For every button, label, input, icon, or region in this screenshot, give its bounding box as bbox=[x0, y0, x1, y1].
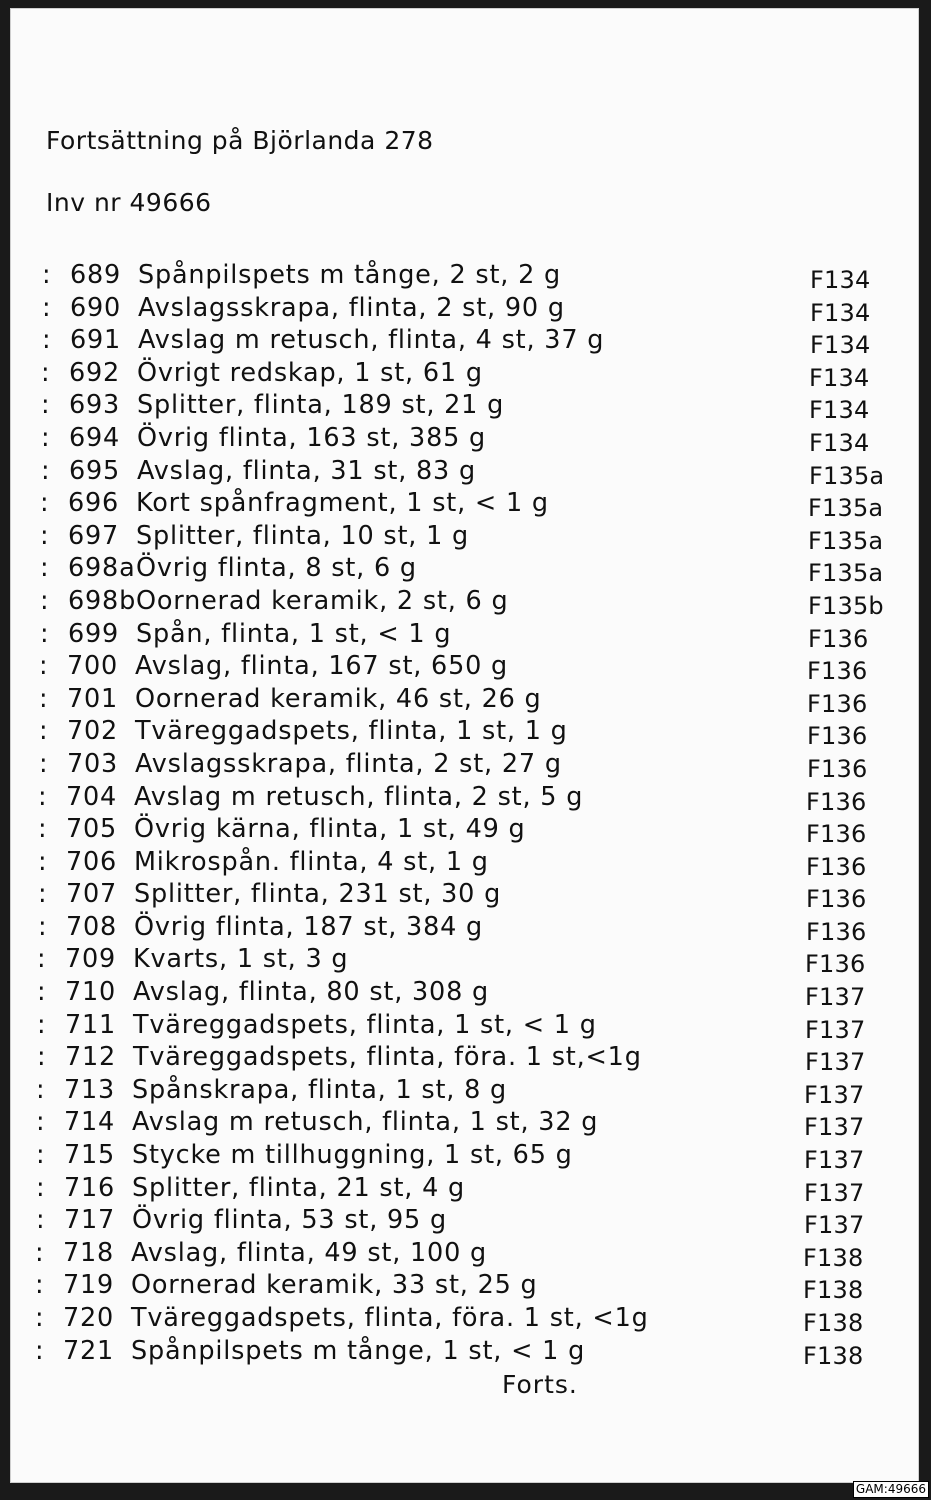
list-item bbox=[4, 1107, 919, 1140]
item-description: Splitter, flinta, 21 st, 4 g bbox=[132, 1172, 466, 1203]
list-item bbox=[10, 293, 919, 326]
item-number: 707 bbox=[66, 879, 118, 910]
item-description: Övrig flinta, 53 st, 95 g bbox=[132, 1205, 447, 1236]
find-code: F137 bbox=[804, 1080, 865, 1109]
item-number: 690 bbox=[70, 292, 122, 323]
list-item bbox=[5, 1010, 919, 1043]
item-description: Oornerad keramik, 33 st, 25 g bbox=[131, 1270, 538, 1301]
item-description: Kvarts, 1 st, 3 g bbox=[133, 944, 349, 975]
item-number: 699 bbox=[68, 618, 120, 649]
find-code: F136 bbox=[806, 820, 867, 849]
find-code: F134 bbox=[810, 331, 871, 360]
list-item bbox=[6, 879, 919, 912]
item-description: Avslag m retusch, flinta, 4 st, 37 g bbox=[138, 325, 605, 356]
list-item bbox=[10, 260, 919, 293]
item-number: 716 bbox=[64, 1172, 116, 1203]
item-separator: : bbox=[36, 1205, 46, 1236]
item-separator: : bbox=[39, 651, 49, 682]
item-separator: : bbox=[41, 390, 51, 421]
item-number: 718 bbox=[63, 1237, 115, 1268]
item-separator: : bbox=[37, 977, 47, 1008]
find-code: F136 bbox=[807, 657, 868, 686]
item-separator: : bbox=[38, 814, 48, 845]
find-code: F136 bbox=[807, 754, 868, 783]
item-separator: : bbox=[39, 716, 49, 747]
item-number: 714 bbox=[64, 1107, 116, 1138]
list-item bbox=[4, 1140, 919, 1173]
list-item bbox=[3, 1336, 919, 1369]
item-description: Övrigt redskap, 1 st, 61 g bbox=[137, 357, 483, 388]
item-separator: : bbox=[40, 488, 50, 519]
item-separator: : bbox=[41, 357, 51, 388]
item-separator: : bbox=[35, 1237, 45, 1268]
item-number: 697 bbox=[68, 520, 120, 551]
find-code: F135a bbox=[808, 494, 884, 523]
list-item bbox=[7, 749, 919, 782]
item-number: 715 bbox=[64, 1140, 116, 1171]
item-number: 713 bbox=[64, 1074, 116, 1105]
find-code: F136 bbox=[806, 885, 867, 914]
item-separator: : bbox=[35, 1335, 45, 1366]
item-number: 717 bbox=[64, 1205, 116, 1236]
item-description: Splitter, flinta, 231 st, 30 g bbox=[134, 879, 502, 910]
item-number: 696 bbox=[68, 488, 120, 519]
item-description: Avslag m retusch, flinta, 2 st, 5 g bbox=[134, 781, 584, 812]
find-code: F137 bbox=[804, 1178, 865, 1207]
item-separator: : bbox=[40, 553, 50, 584]
item-number: 693 bbox=[69, 390, 121, 421]
item-number: 704 bbox=[66, 781, 118, 812]
find-code: F134 bbox=[809, 363, 870, 392]
page-title: Fortsättning på Björlanda 278 bbox=[46, 126, 434, 155]
find-code: F137 bbox=[804, 1211, 865, 1240]
item-description: Tväreggadspets, flinta, föra. 1 st, <1g bbox=[131, 1303, 649, 1333]
item-number: 698a bbox=[68, 553, 136, 584]
item-description: Avslagsskrapa, flinta, 2 st, 27 g bbox=[135, 748, 562, 779]
item-description: Stycke m tillhuggning, 1 st, 65 g bbox=[132, 1140, 573, 1171]
find-code: F137 bbox=[805, 1015, 866, 1044]
item-description: Mikrospån. flinta, 4 st, 1 g bbox=[134, 846, 489, 877]
item-separator: : bbox=[35, 1270, 45, 1301]
find-code: F136 bbox=[807, 689, 868, 718]
find-code: F135b bbox=[808, 591, 884, 620]
list-item bbox=[6, 814, 919, 847]
list-item bbox=[5, 977, 919, 1010]
item-description: Övrig flinta, 8 st, 6 g bbox=[136, 553, 417, 584]
find-code: F134 bbox=[810, 266, 871, 294]
item-number: 702 bbox=[67, 716, 119, 747]
find-code: F134 bbox=[810, 298, 871, 327]
item-description: Splitter, flinta, 10 st, 1 g bbox=[136, 520, 470, 551]
item-separator: : bbox=[42, 325, 52, 356]
item-number: 710 bbox=[65, 977, 117, 1008]
find-code: F136 bbox=[806, 787, 867, 816]
item-number: 705 bbox=[66, 814, 118, 845]
list-item bbox=[7, 716, 919, 749]
item-description: Oornerad keramik, 2 st, 6 g bbox=[136, 585, 509, 616]
item-description: Avslag, flinta, 167 st, 650 g bbox=[135, 651, 509, 682]
item-number: 708 bbox=[66, 911, 118, 942]
find-code: F138 bbox=[803, 1341, 864, 1370]
item-separator: : bbox=[36, 1074, 46, 1105]
item-description: Spånpilspets m tånge, 2 st, 2 g bbox=[138, 260, 562, 290]
item-number: 694 bbox=[69, 422, 121, 453]
list-item bbox=[7, 684, 919, 717]
list-item bbox=[6, 782, 919, 815]
item-number: 691 bbox=[70, 325, 122, 356]
list-item bbox=[8, 619, 919, 652]
item-list bbox=[10, 260, 919, 1368]
list-item bbox=[3, 1238, 919, 1271]
item-separator: : bbox=[38, 846, 48, 877]
item-separator: : bbox=[42, 292, 52, 323]
find-code: F136 bbox=[806, 917, 867, 946]
item-description: Kort spånfragment, 1 st, < 1 g bbox=[136, 488, 549, 519]
item-separator: : bbox=[37, 1042, 47, 1073]
item-separator: : bbox=[39, 683, 49, 714]
list-item bbox=[4, 1173, 919, 1206]
item-separator: : bbox=[39, 748, 49, 779]
item-number: 695 bbox=[69, 455, 121, 486]
item-number: 701 bbox=[67, 683, 119, 714]
item-number: 719 bbox=[63, 1270, 115, 1301]
list-item bbox=[8, 553, 919, 586]
item-description: Tväreggadspets, flinta, 1 st, < 1 g bbox=[133, 1009, 597, 1040]
find-code: F135a bbox=[808, 526, 884, 555]
item-number: 709 bbox=[65, 944, 117, 975]
item-separator: : bbox=[40, 520, 50, 551]
item-description: Spånpilspets m tånge, 1 st, < 1 g bbox=[131, 1335, 586, 1366]
find-code: F134 bbox=[809, 428, 870, 457]
item-separator: : bbox=[40, 585, 50, 616]
item-number: 703 bbox=[67, 748, 119, 779]
find-code: F136 bbox=[805, 950, 866, 979]
item-description: Tväreggadspets, flinta, 1 st, 1 g bbox=[135, 716, 568, 747]
item-separator: : bbox=[42, 260, 52, 290]
item-description: Spånskrapa, flinta, 1 st, 8 g bbox=[132, 1074, 508, 1105]
item-separator: : bbox=[37, 944, 47, 975]
item-description: Spån, flinta, 1 st, < 1 g bbox=[136, 618, 452, 649]
list-item bbox=[5, 1042, 919, 1075]
item-separator: : bbox=[40, 618, 50, 649]
item-description: Tväreggadspets, flinta, föra. 1 st,<1g bbox=[133, 1042, 642, 1073]
item-separator: : bbox=[36, 1172, 46, 1203]
find-code: F137 bbox=[805, 983, 866, 1012]
find-code: F138 bbox=[803, 1243, 864, 1272]
inventory-number: Inv nr 49666 bbox=[46, 188, 212, 217]
item-separator: : bbox=[41, 422, 51, 453]
item-number: 698b bbox=[68, 585, 137, 616]
find-code: F137 bbox=[805, 1048, 866, 1077]
item-description: Avslagsskrapa, flinta, 2 st, 90 g bbox=[138, 292, 565, 323]
list-item bbox=[8, 488, 919, 521]
list-item bbox=[10, 325, 919, 358]
item-number: 700 bbox=[67, 651, 119, 682]
list-item bbox=[5, 944, 919, 977]
list-item bbox=[9, 358, 919, 391]
item-number: 721 bbox=[63, 1335, 115, 1366]
find-code: F135a bbox=[808, 559, 884, 588]
catalog-card bbox=[10, 8, 919, 1483]
item-description: Oornerad keramik, 46 st, 26 g bbox=[135, 683, 542, 714]
find-code: F137 bbox=[804, 1146, 865, 1175]
item-number: 720 bbox=[63, 1303, 115, 1333]
item-separator: : bbox=[35, 1303, 45, 1333]
list-item bbox=[9, 423, 919, 456]
item-separator: : bbox=[38, 879, 48, 910]
find-code: F138 bbox=[803, 1309, 864, 1337]
find-code: F136 bbox=[806, 852, 867, 881]
item-description: Avslag, flinta, 31 st, 83 g bbox=[137, 455, 476, 486]
find-code: F138 bbox=[803, 1276, 864, 1305]
item-number: 712 bbox=[65, 1042, 117, 1073]
item-description: Övrig flinta, 163 st, 385 g bbox=[137, 422, 487, 453]
item-separator: : bbox=[36, 1107, 46, 1138]
find-code: F136 bbox=[807, 722, 868, 751]
item-separator: : bbox=[38, 911, 48, 942]
item-number: 692 bbox=[69, 357, 121, 388]
list-item bbox=[4, 1075, 919, 1108]
item-description: Avslag, flinta, 80 st, 308 g bbox=[133, 977, 489, 1008]
item-description: Övrig flinta, 187 st, 384 g bbox=[134, 911, 484, 942]
list-item bbox=[9, 390, 919, 423]
continued-label: Forts. bbox=[502, 1370, 578, 1399]
list-item bbox=[8, 586, 919, 619]
list-item bbox=[9, 456, 919, 489]
list-item bbox=[3, 1303, 919, 1336]
item-separator: : bbox=[36, 1140, 46, 1171]
find-code: F134 bbox=[809, 396, 870, 425]
item-description: Splitter, flinta, 189 st, 21 g bbox=[137, 390, 505, 421]
item-separator: : bbox=[38, 781, 48, 812]
list-item bbox=[4, 1205, 919, 1238]
list-item bbox=[8, 521, 919, 554]
item-number: 711 bbox=[65, 1009, 117, 1040]
list-item bbox=[6, 912, 919, 945]
item-number: 706 bbox=[66, 846, 118, 877]
item-description: Övrig kärna, flinta, 1 st, 49 g bbox=[134, 814, 526, 845]
item-separator: : bbox=[41, 455, 51, 486]
item-description: Avslag m retusch, flinta, 1 st, 32 g bbox=[132, 1107, 599, 1138]
list-item bbox=[6, 847, 919, 880]
item-description: Avslag, flinta, 49 st, 100 g bbox=[131, 1237, 487, 1268]
find-code: F137 bbox=[804, 1113, 865, 1142]
list-item bbox=[7, 651, 919, 684]
item-number: 689 bbox=[70, 260, 122, 290]
list-item bbox=[3, 1270, 919, 1303]
find-code: F135a bbox=[809, 461, 885, 490]
archive-stamp: GAM:49666 bbox=[853, 1481, 929, 1498]
find-code: F136 bbox=[808, 624, 869, 653]
item-separator: : bbox=[37, 1009, 47, 1040]
